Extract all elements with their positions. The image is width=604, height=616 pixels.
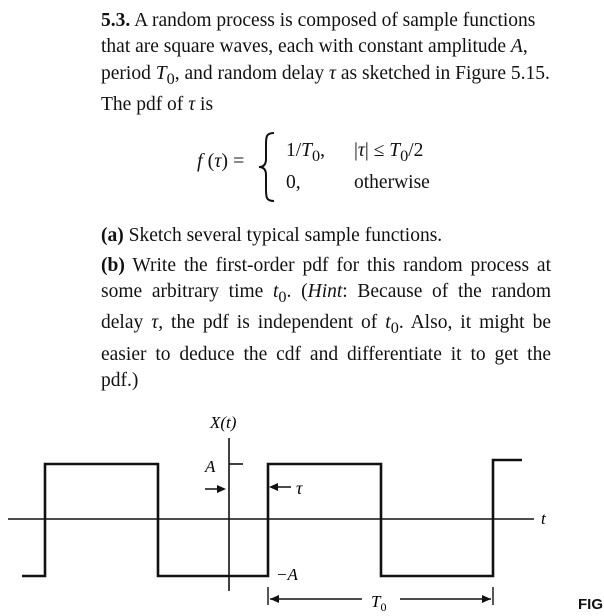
part-b-label: (b)	[101, 255, 125, 276]
square-wave	[22, 460, 522, 576]
problem-text: A random process is composed of sample functions that are square waves, each with constant amplitude A, period $T_0$, and random delay τ as sketched in Figure 5.15. The pdf of τ is	[101, 10, 550, 115]
problem-number: 5.3.	[101, 10, 131, 31]
part-b-text: Write the first-order pdf for this random process at some arbitrary time $t_0$. (Hint: Because of the random delay τ, the pdf is independent of $t_0$. Also, it might be easier to deduce the cdf and differentiate it to get the pdf.)	[101, 255, 552, 391]
case1-value: $1/T_0$,	[286, 140, 326, 165]
case1-condition: $|\tau| \le T_0/2$	[354, 140, 424, 165]
period-label: $T_0$	[371, 592, 387, 614]
period-arrowhead-right	[482, 595, 491, 603]
part-b	[101, 253, 551, 394]
case2-value: 0,	[286, 172, 301, 193]
square-wave-figure	[0, 395, 604, 616]
delay-arrowhead	[269, 483, 278, 491]
y-axis-label: X(t)	[210, 413, 237, 432]
amplitude-arrowhead	[217, 485, 226, 493]
x-axis-label: t	[541, 509, 546, 528]
part-a-text: Sketch several typical sample functions.	[128, 225, 443, 246]
neg-amplitude-label: −A	[276, 565, 298, 584]
left-brace	[256, 131, 278, 203]
equation-lhs: f (τ) =	[197, 150, 245, 172]
delay-label: τ	[296, 478, 303, 498]
part-a-label: (a)	[101, 225, 124, 246]
case2-condition: otherwise	[354, 172, 430, 193]
period-arrowhead-left	[270, 595, 279, 603]
problem-statement	[101, 8, 561, 118]
amplitude-label: A	[205, 457, 216, 476]
figure-caption-fragment: FIG	[578, 596, 603, 613]
part-a	[101, 223, 551, 249]
